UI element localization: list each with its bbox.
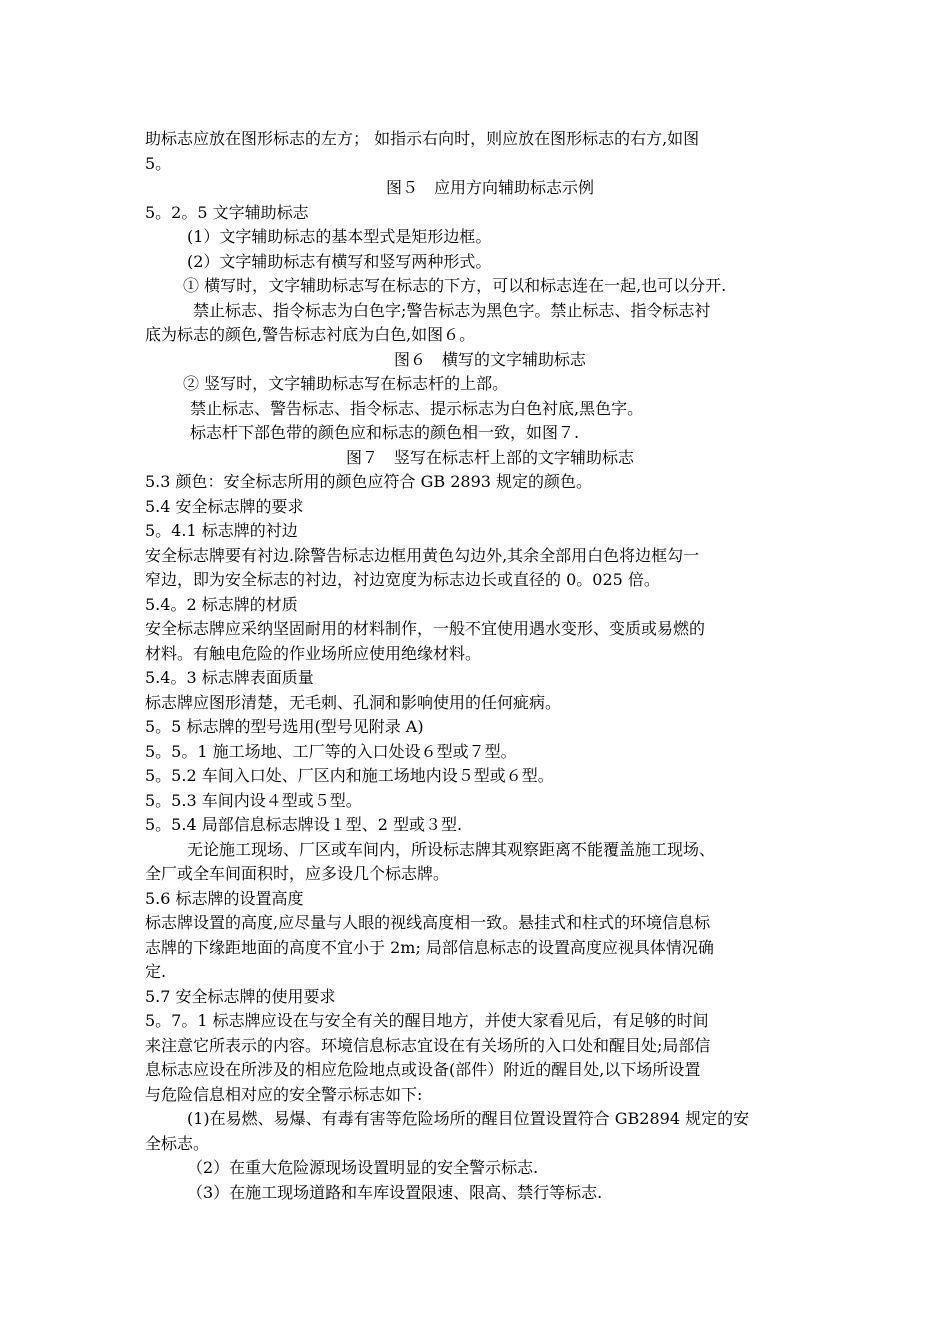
paragraph-line: 材料。有触电危险的作业场所应使用绝缘材料。: [145, 644, 482, 663]
paragraph-line: 禁止标志、警告标志、指令标志、提示标志为白色衬底,黑色字。: [190, 399, 644, 418]
paragraph-line: 标志牌应图形清楚，无毛刺、孔洞和影响使用的任何疵病。: [145, 693, 562, 712]
paragraph-line: 5。: [145, 154, 172, 173]
section-heading: 5。4.1 标志牌的衬边: [145, 521, 298, 540]
section-heading: 5.4。2 标志牌的材质: [145, 595, 298, 614]
paragraph-line: 来注意它所表示的内容。环境信息标志宜设在有关场所的入口处和醒目处;局部信: [145, 1036, 711, 1055]
paragraph-line: (2）文字辅助标志有横写和竖写两种形式。: [187, 252, 492, 271]
paragraph-line: ① 横写时，文字辅助标志写在标志的下方，可以和标志连在一起,也可以分开.: [183, 276, 727, 295]
section-heading: 5.3 颜色：安全标志所用的颜色应符合 GB 2893 规定的颜色。: [145, 472, 593, 491]
list-item: （2）在重大危险源现场设置明显的安全警示标志.: [187, 1158, 539, 1177]
figure-caption: 图５ 应用方向辅助标志示例: [385, 178, 594, 197]
list-item: 5。5.3 车间内设４型或５型。: [145, 791, 362, 810]
paragraph-line: 5。7。1 标志牌应设在与安全有关的醒目地方，并使大家看见后，有足够的时间: [145, 1011, 709, 1030]
list-item: 5。5。1 施工场地、工厂等的入口处设６型或７型。: [145, 742, 517, 761]
list-item: （3）在施工现场道路和车库设置限速、限高、禁行等标志.: [187, 1183, 603, 1202]
figure-caption: 图７ 竖写在标志杆上部的文字辅助标志: [345, 448, 634, 467]
section-heading: 5。5 标志牌的型号选用(型号见附录 A): [145, 717, 424, 736]
section-heading: 5.4 安全标志牌的要求: [145, 497, 304, 516]
paragraph-line: ② 竖写时，文字辅助标志写在标志杆的上部。: [183, 374, 509, 393]
paragraph-line: 安全标志牌要有衬边.除警告标志边框用黄色勾边外,其余全部用白色将边框勾一: [145, 546, 700, 565]
paragraph-line: 标志杆下部色带的颜色应和标志的颜色相一致，如图７.: [190, 423, 580, 442]
paragraph-line: 息标志应设在所涉及的相应危险地点或设备(部件）附近的醒目处,以下场所设置: [145, 1060, 701, 1079]
paragraph-line: 定.: [145, 962, 167, 981]
paragraph-line: 全标志。: [145, 1134, 210, 1153]
paragraph-line: 志牌的下缘距地面的高度不宜小于 2m; 局部信息标志的设置高度应视具体情况确: [145, 938, 714, 957]
paragraph-line: 安全标志牌应采纳坚固耐用的材料制作，一般不宜使用遇水变形、变质或易燃的: [145, 619, 706, 638]
paragraph-line: 与危险信息相对应的安全警示标志如下:: [145, 1085, 423, 1104]
section-heading: 5。2。5 文字辅助标志: [145, 203, 309, 222]
figure-caption: 图６ 横写的文字辅助标志: [393, 350, 586, 369]
paragraph-line: (1）文字辅助标志的基本型式是矩形边框。: [187, 227, 492, 246]
paragraph-line: 底为标志的颜色,警告标志衬底为白色,如图６。: [145, 325, 476, 344]
paragraph-line: 禁止标志、指令标志为白色字;警告标志为黑色字。禁止标志、指令标志衬: [193, 301, 711, 320]
section-heading: 5.6 标志牌的设置高度: [145, 889, 304, 908]
section-heading: 5.4。3 标志牌表面质量: [145, 668, 314, 687]
list-item: 5。5.4 局部信息标志牌设１型、2 型或３型.: [145, 815, 463, 834]
paragraph-line: 全厂或全车间面积时，应多设几个标志牌。: [145, 864, 450, 883]
section-heading: 5.7 安全标志牌的使用要求: [145, 987, 336, 1006]
paragraph-line: 标志牌设置的高度,应尽量与人眼的视线高度相一致。悬挂式和柱式的环境信息标: [145, 913, 711, 932]
list-item: (1)在易燃、易爆、有毒有害等危险场所的醒目位置设置符合 GB2894 规定的安: [187, 1109, 750, 1128]
paragraph-line: 无论施工现场、厂区或车间内，所设标志牌其观察距离不能覆盖施工现场、: [187, 840, 716, 859]
paragraph-line: 助标志应放在图形标志的左方； 如指示右向时，则应放在图形标志的右方,如图: [145, 129, 700, 148]
paragraph-line: 窄边，即为安全标志的衬边，衬边宽度为标志边长或直径的 0。025 倍。: [145, 570, 660, 589]
list-item: 5。5.2 车间入口处、厂区内和施工场地内设５型或６型。: [145, 766, 554, 785]
